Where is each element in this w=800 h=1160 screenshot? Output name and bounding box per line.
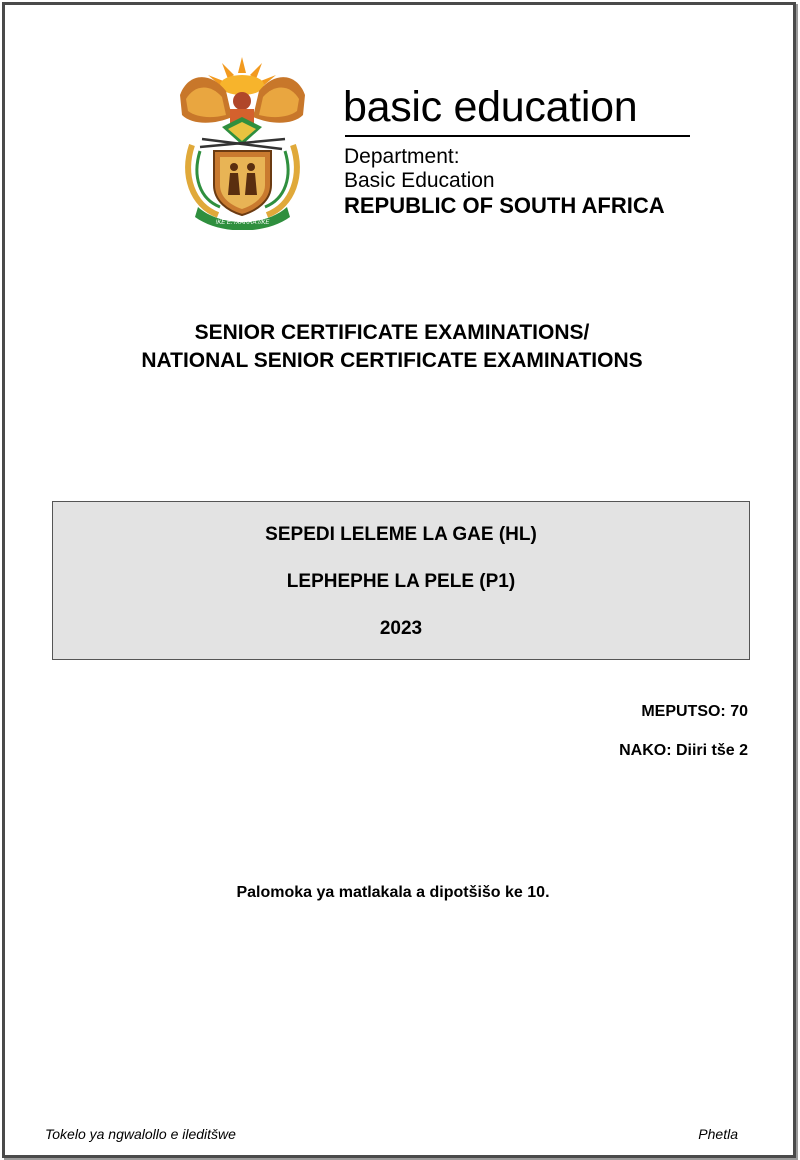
exam-duration: NAKO: Diiri tše 2	[619, 742, 748, 759]
svg-text:!KE E: /XARRA //KE: !KE E: /XARRA //KE	[215, 220, 270, 226]
department-label: Department:	[344, 145, 460, 168]
subject-box	[52, 501, 750, 660]
brand-title: basic education	[343, 83, 638, 131]
copyright-notice: Tokelo ya ngwalollo e ileditšwe	[45, 1126, 236, 1142]
exam-title-line1: SENIOR CERTIFICATE EXAMINATIONS/	[194, 321, 590, 344]
total-marks: MEPUTSO: 70	[641, 703, 748, 720]
subject-name: SEPEDI LELEME LA GAE (HL)	[265, 524, 537, 545]
department-name: Basic Education	[344, 169, 495, 192]
brand-underline	[345, 135, 690, 137]
exam-year: 2023	[379, 618, 423, 639]
coat-of-arms-icon	[170, 55, 315, 230]
country-name: REPUBLIC OF SOUTH AFRICA	[344, 193, 665, 218]
exam-title-line2: NATIONAL SENIOR CERTIFICATE EXAMINATIONS	[141, 349, 643, 372]
turn-over-label: Phetla	[698, 1126, 738, 1142]
page-count-note: Palomoka ya matlakala a dipotšišo ke 10.	[236, 884, 550, 901]
paper-name: LEPHEPHE LA PELE (P1)	[286, 571, 516, 592]
